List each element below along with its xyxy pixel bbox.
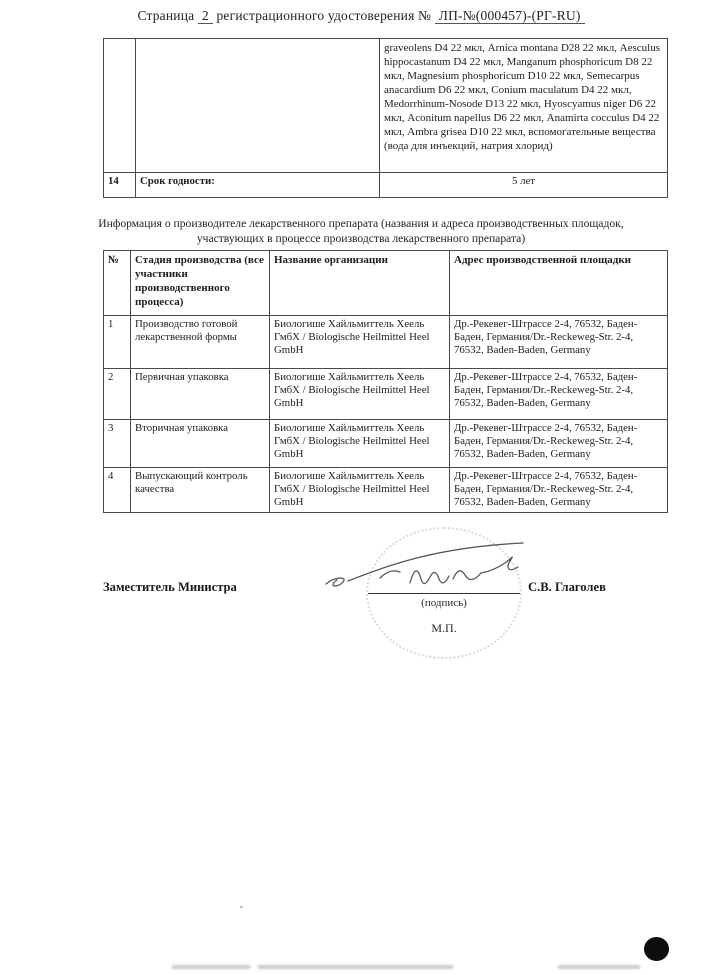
- header-middle-text: регистрационного удостоверения №: [216, 8, 432, 23]
- table-row: [104, 39, 668, 173]
- organization-cell: Биологише Хайльмиттель Хеель ГмбХ / Biologische Heilmittel Heel GmbH: [270, 420, 450, 468]
- manufacturer-table: [103, 250, 668, 513]
- address-cell: Др.-Рекевег-Штрассе 2-4, 76532, Баден-Баден, Германия/Dr.-Reckeweg-Str. 2-4, 76532, Baden-Baden, Germany: [450, 420, 668, 468]
- row-number-cell: 3: [104, 420, 131, 468]
- punch-hole-mark: [644, 937, 669, 961]
- col-header-organization: Название организации: [270, 251, 450, 316]
- signer-position-label: Заместитель Министра: [103, 580, 237, 594]
- row-number-cell: 4: [104, 468, 131, 513]
- col-header-stage: Стадия производства (все участники производственного процесса): [131, 251, 270, 316]
- row-number-cell: 1: [104, 316, 131, 369]
- signature-line: [368, 593, 520, 594]
- table-row: [104, 468, 668, 513]
- header-page-number: 2: [198, 8, 213, 24]
- signature-handwriting: [318, 531, 548, 599]
- col-header-number: №: [104, 251, 131, 316]
- table-header-row: [104, 251, 668, 316]
- table-row: [104, 369, 668, 420]
- organization-cell: Биологише Хайльмиттель Хеель ГмбХ / Biologische Heilmittel Heel GmbH: [270, 369, 450, 420]
- table-row: [104, 316, 668, 369]
- organization-cell: Биологише Хайльмиттель Хеель ГмбХ / Biologische Heilmittel Heel GmbH: [270, 468, 450, 513]
- row-number-cell-empty: [104, 39, 136, 173]
- stage-cell: Вторичная упаковка: [131, 420, 270, 468]
- col-header-address: Адрес производственной площадки: [450, 251, 668, 316]
- scan-smudge: [558, 965, 640, 969]
- header-prefix: Страница: [137, 8, 195, 23]
- shelf-life-value: 5 лет: [380, 173, 668, 198]
- signature-caption: (подпись): [421, 597, 467, 609]
- table-row: [104, 420, 668, 468]
- scan-smudge: [172, 965, 250, 969]
- stage-cell: Первичная упаковка: [131, 369, 270, 420]
- page-header: [0, 8, 722, 24]
- stage-cell: Производство готовой лекарственной формы: [131, 316, 270, 369]
- address-cell: Др.-Рекевег-Штрассе 2-4, 76532, Баден-Баден, Германия/Dr.-Reckeweg-Str. 2-4, 76532, Baden-Baden, Germany: [450, 369, 668, 420]
- table-row: [104, 173, 668, 198]
- row-label-cell-empty: [136, 39, 380, 173]
- scan-speck: [240, 906, 243, 908]
- row-number-cell: 14: [104, 173, 136, 198]
- signer-name: С.В. Глаголев: [528, 580, 606, 594]
- composition-continuation-cell: graveolens D4 22 мкл, Arnica montana D28 22 мкл, Aesculus hippocastanum D4 22 мкл, Manganum phosphoricum D8 22 мкл, Magnesium phosphoricum D10 22 мкл, Semecarpus anacardium D6 22 мкл, Conium maculatum D4 22 мкл, Medorrhinum-Nosode D13 22 мкл, Hyoscyamus niger D6 22 мкл, Aconitum napellus D6 22 мкл, Anamirta cocculus D4 22 мкл, Ambra grisea D10 22 мкл, вспомогательные вещества (вода для инъекций, натрия хлорид): [380, 39, 668, 173]
- stamp-place-label: М.П.: [431, 621, 457, 635]
- row-number-cell: 2: [104, 369, 131, 420]
- certificate-table: [103, 38, 668, 198]
- address-cell: Др.-Рекевег-Штрассе 2-4, 76532, Баден-Баден, Германия/Dr.-Reckeweg-Str. 2-4, 76532, Baden-Baden, Germany: [450, 468, 668, 513]
- address-cell: Др.-Рекевег-Штрассе 2-4, 76532, Баден-Баден, Германия/Dr.-Reckeweg-Str. 2-4, 76532, Baden-Baden, Germany: [450, 316, 668, 369]
- header-certificate-number: ЛП-№(000457)-(РГ-RU): [435, 8, 585, 24]
- shelf-life-label: Срок годности:: [136, 173, 380, 198]
- stage-cell: Выпускающий контроль качества: [131, 468, 270, 513]
- organization-cell: Биологише Хайльмиттель Хеель ГмбХ / Biologische Heilmittel Heel GmbH: [270, 316, 450, 369]
- manufacturer-info-note: Информация о производителе лекарственного препарата (названия и адреса производственных площадок, участвующих в процессе производства лекарственного препарата): [98, 217, 624, 245]
- scan-smudge: [258, 965, 453, 969]
